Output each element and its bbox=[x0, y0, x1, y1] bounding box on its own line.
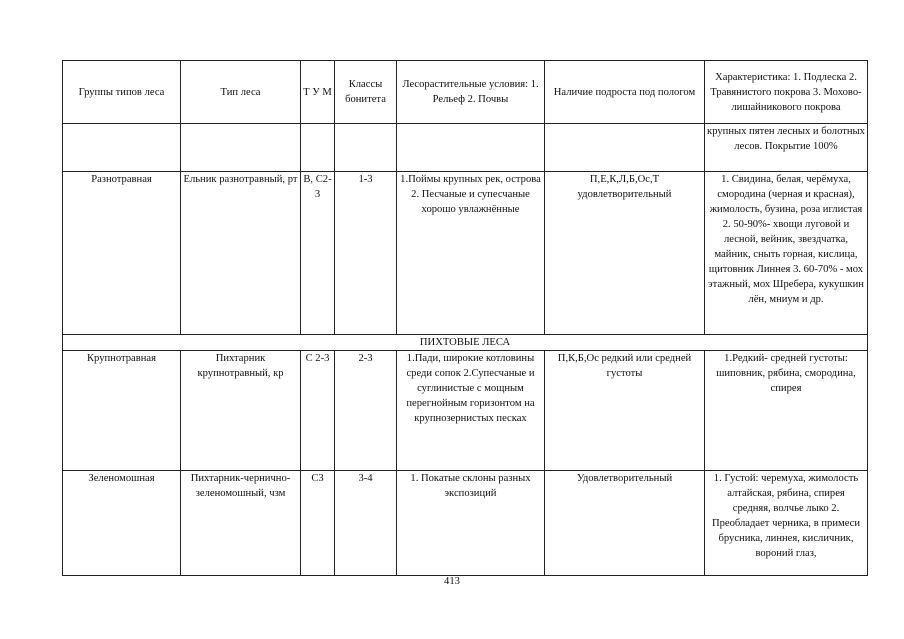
cell-undergrowth: П,К,Б,Ос редкий или средней густоты bbox=[545, 351, 705, 471]
cell-tum: С3 bbox=[301, 471, 335, 576]
cell-characteristics: крупных пятен лесных и болотных лесов. Покрытие 100% bbox=[705, 124, 868, 172]
table-row bbox=[63, 172, 868, 335]
cell-conditions: 1.Поймы крупных рек, острова 2. Песчаные и супесчаные хорошо увлажнённые bbox=[397, 172, 545, 335]
header-classes: Классы бонитета bbox=[335, 61, 397, 124]
cell-undergrowth: П,Е,К,Л,Б,Ос,Т удовлетворительный bbox=[545, 172, 705, 335]
cell-type: Пихтарник крупнотравный, кр bbox=[181, 351, 301, 471]
cell-characteristics: 1. Свидина, белая, черёмуха, смородина (черная и красная), жимолость, бузина, роза иглистая 2. 50-90%- хвощи луговой и лесной, вейник, звездчатка, майник, сныть горная, кислица, щитовник Линнея 3. 60-70% - мох этажный, мох Шребера, кукушкин лён, мниум и др. bbox=[705, 172, 868, 335]
header-characteristics: Характеристика: 1. Подлеска 2. Травянистого покрова 3. Мохово-лишайникового покрова bbox=[705, 61, 868, 124]
cell-type bbox=[181, 124, 301, 172]
cell-classes: 2-3 bbox=[335, 351, 397, 471]
cell-characteristics: 1. Густой: черемуха, жимолость алтайская, рябина, спирея средняя, волчье лыко 2. Преобладает черника, в примеси брусника, линнея, кисличник, вороний глаз, bbox=[705, 471, 868, 576]
table-row bbox=[63, 124, 868, 172]
cell-group: Разнотравная bbox=[63, 172, 181, 335]
cell-conditions: 1.Пади, широкие котловины среди сопок 2.Супесчаные и суглинистые с мощным перегнойным горизонтом на крупнозернистых песках bbox=[397, 351, 545, 471]
cell-conditions bbox=[397, 124, 545, 172]
header-conditions: Лесорастительные условия: 1. Рельеф 2. Почвы bbox=[397, 61, 545, 124]
header-undergrowth: Наличие подроста под пологом bbox=[545, 61, 705, 124]
cell-classes bbox=[335, 124, 397, 172]
cell-classes: 3-4 bbox=[335, 471, 397, 576]
cell-type: Пихтарник-чернично-зеленомошный, чзм bbox=[181, 471, 301, 576]
header-group: Группы типов леса bbox=[63, 61, 181, 124]
cell-characteristics: 1.Редкий- средней густоты: шиповник, рябина, смородина, спирея bbox=[705, 351, 868, 471]
section-row bbox=[63, 335, 868, 351]
table-row bbox=[63, 471, 868, 576]
table-row bbox=[63, 351, 868, 471]
cell-type: Ельник разнотравный, рт bbox=[181, 172, 301, 335]
cell-group: Крупнотравная bbox=[63, 351, 181, 471]
header-type: Тип леса bbox=[181, 61, 301, 124]
page-number: 413 bbox=[444, 576, 460, 587]
cell-classes: 1-3 bbox=[335, 172, 397, 335]
header-tum: Т У М bbox=[301, 61, 335, 124]
section-title: ПИХТОВЫЕ ЛЕСА bbox=[63, 335, 868, 351]
cell-undergrowth bbox=[545, 124, 705, 172]
forest-types-table bbox=[62, 60, 868, 576]
cell-tum bbox=[301, 124, 335, 172]
cell-tum: В, С2-3 bbox=[301, 172, 335, 335]
cell-group bbox=[63, 124, 181, 172]
cell-group: Зеленомошная bbox=[63, 471, 181, 576]
header-row bbox=[63, 61, 868, 124]
cell-conditions: 1. Покатые склоны разных экспозиций bbox=[397, 471, 545, 576]
cell-undergrowth: Удовлетворительный bbox=[545, 471, 705, 576]
cell-tum: С 2-3 bbox=[301, 351, 335, 471]
